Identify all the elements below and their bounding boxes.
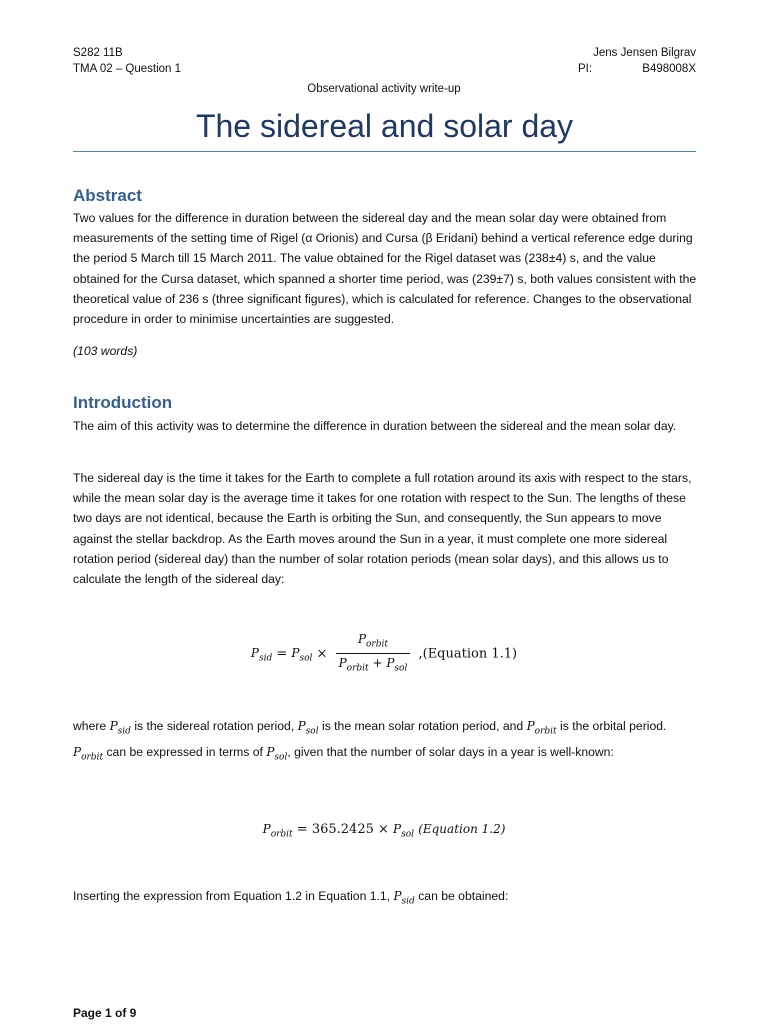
equation-1-1-label: ,(Equation 1.1)	[418, 646, 518, 662]
header-left	[73, 45, 181, 77]
intro-paragraph-4: Inserting the expression from Equation 1.2 in Equation 1.1, $P_{sid}$ can be obtained:	[73, 889, 509, 907]
course-code: S282 11B	[73, 47, 123, 59]
pi-row	[578, 61, 696, 77]
page-title: The sidereal and solar day	[73, 108, 696, 152]
intro-paragraph-3: where $P_{sid}$ is the sidereal rotation period, $P_{sol}$ is the mean solar rotation period, and $P_{orbit}$ is the orbital period. $P_{orbit}$ can be expressed in terms of $P_{sol}$, given that the number of solar days in a year is well-known:	[73, 719, 667, 762]
pi-value: B498008X	[642, 63, 696, 75]
pi-label: PI:	[578, 63, 593, 75]
equation-1-1: $P_{sid} = P_{sol}$ × $\frac{P_{orbit}}{P_{orbit} + P_{sol}}$ ,(Equation 1.1)	[0, 630, 768, 678]
equation-1-2: $P_{orbit} = 365.2425 \times P_{sol}$ (Equation 1.2)	[262, 822, 506, 840]
introduction-heading: Introduction	[73, 393, 173, 412]
page-number: Page 1 of 9	[73, 1006, 137, 1020]
intro-paragraph-1: The aim of this activity was to determine the difference in duration between the sidereal and the mean solar day.	[73, 419, 677, 433]
intro-paragraph-2: The sidereal day is the time it takes for the Earth to complete a full rotation around its axis with respect to the stars, while the mean solar day is the average time it takes for one rotation with respect to the Sun. The lengths of these two days are not identical, because the Earth is orbiting the Sun, and consequently, the Sun appears to move against the stellar backdrop. As the Earth moves around the Sun in a year, it must complete one more sidereal rotation period (sidereal day) than the number of solar rotation periods (mean solar days), and this allows us to calculate the length of the sidereal day:	[73, 471, 692, 587]
abstract-heading: Abstract	[73, 186, 142, 205]
document-subtitle: Observational activity write-up	[307, 83, 461, 95]
equation-1-2-constant: 365.2425	[311, 822, 374, 837]
word-count: (103 words)	[73, 344, 138, 358]
abstract-text: Two values for the difference in duration between the sidereal day and the mean solar day were obtained from measurements of the setting time of Rigel (α Orionis) and Cursa (β Eridani) behind a vertical reference edge during the period 5 March till 15 March 2011. The value obtained for the Rigel dataset was (238±4) s, and the value obtained for the Cursa dataset, which spanned a shorter time period, was (239±7) s, both values consistent with the theoretical value of 236 s (three significant figures), which is calculated for reference. Changes to the observational procedure in order to minimise uncertainties are suggested.	[73, 211, 697, 327]
fraction: $\frac{P_{orbit}}{P_{orbit} + P_{sol}}$	[336, 630, 411, 678]
header-right	[578, 45, 696, 77]
equation-1-2-label: (Equation 1.2)	[418, 822, 506, 836]
assignment-label: TMA 02 – Question 1	[73, 63, 182, 75]
author-name: Jens Jensen Bilgrav	[593, 47, 696, 59]
